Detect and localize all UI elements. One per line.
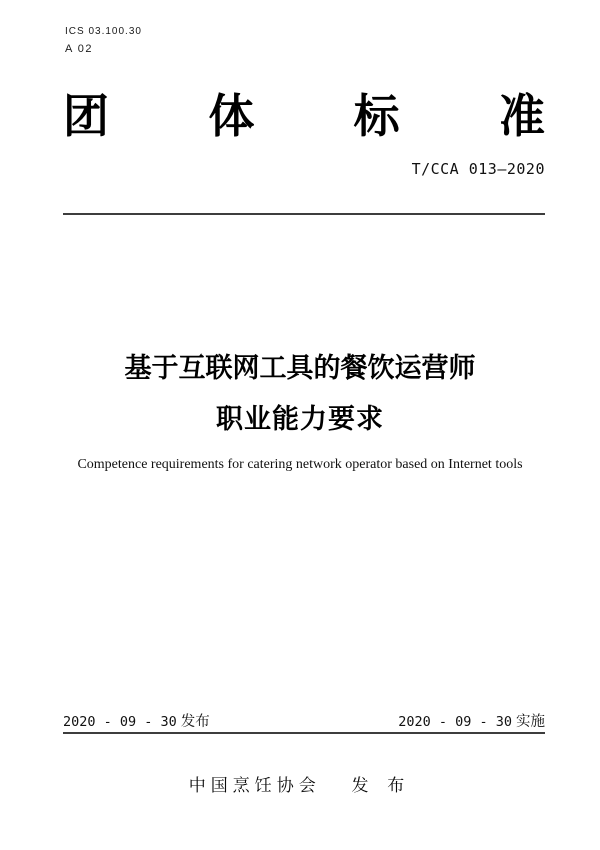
document-title-line1: 基于互联网工具的餐饮运营师 (124, 353, 476, 383)
ics-code: ICS 03.100.30 (65, 26, 142, 37)
issue-date-label: 发布 (180, 714, 210, 730)
publisher-row (0, 771, 600, 796)
standard-type-title (63, 92, 545, 140)
standard-number: T/CCA 013—2020 (411, 160, 545, 178)
standard-type-char: 体 (208, 90, 255, 142)
publish-action-label: 发 布 (351, 776, 412, 795)
document-title-line2: 职业能力要求 (216, 404, 384, 434)
issue-date-group (63, 710, 210, 731)
dates-row (63, 710, 545, 734)
standard-type-char: 标 (353, 90, 400, 142)
issue-date: 2020 - 09 - 30 (63, 714, 177, 730)
header-divider-rule (63, 213, 545, 215)
implement-date-group (398, 710, 545, 731)
implement-date-label: 实施 (516, 714, 545, 730)
standard-type-char: 团 (63, 90, 109, 142)
standard-type-char: 准 (498, 90, 545, 142)
document-title-english: Competence requirements for catering network operator based on Internet tools (77, 457, 523, 472)
classification-code: A 02 (65, 43, 94, 55)
implement-date: 2020 - 09 - 30 (398, 714, 512, 730)
publisher-name: 中国烹饪协会 (188, 776, 321, 795)
